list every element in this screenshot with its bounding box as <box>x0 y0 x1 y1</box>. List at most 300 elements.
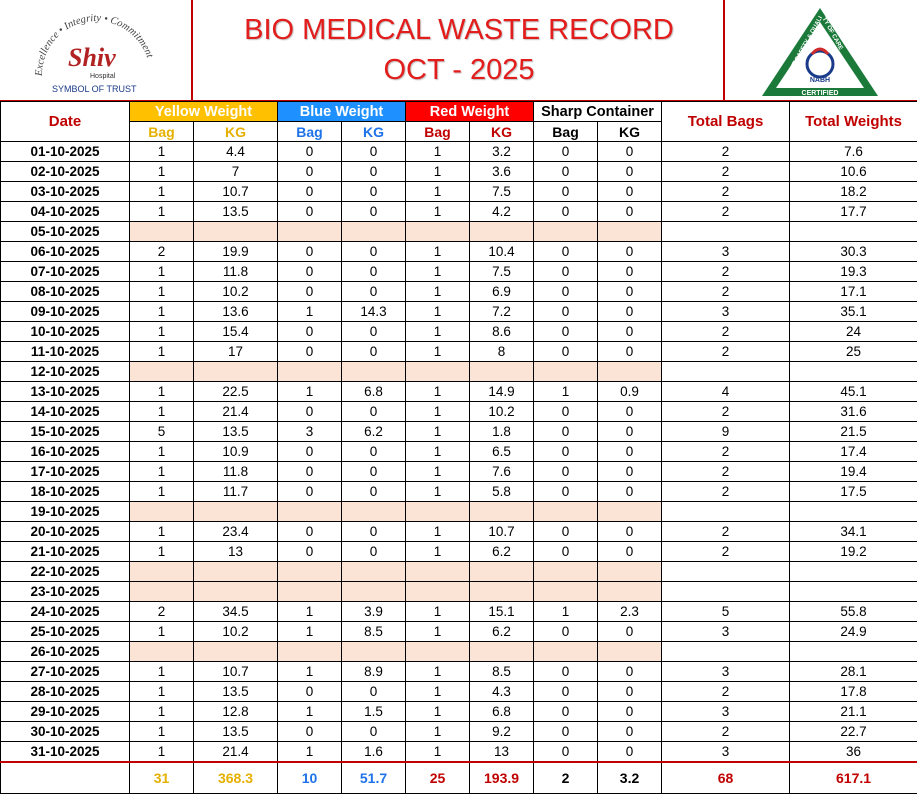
row-cell: 18.2 <box>790 182 917 202</box>
row-cell: 1 <box>278 662 342 682</box>
row-cell: 0 <box>598 262 662 282</box>
row-cell-empty <box>342 562 406 582</box>
report-header <box>0 0 917 102</box>
row-cell: 31.6 <box>790 402 917 422</box>
row-cell: 4.2 <box>470 202 534 222</box>
row-cell: 1 <box>130 202 194 222</box>
nabh-certified-badge <box>760 6 880 98</box>
row-cell-empty <box>278 642 342 662</box>
row-cell: 0 <box>598 462 662 482</box>
row-cell: 0 <box>534 342 598 362</box>
row-cell-empty <box>470 502 534 522</box>
row-cell: 2 <box>662 142 790 162</box>
row-cell: 0 <box>342 722 406 742</box>
shiv-hospital-logo <box>30 6 160 96</box>
row-cell: 1 <box>130 442 194 462</box>
row-cell: 35.1 <box>790 302 917 322</box>
row-cell: 1 <box>406 282 470 302</box>
row-cell: 6.8 <box>342 382 406 402</box>
row-cell: 1 <box>406 542 470 562</box>
row-cell: 13.5 <box>194 682 278 702</box>
table-row <box>1 202 917 222</box>
row-cell: 1 <box>130 302 194 322</box>
row-cell: 13 <box>194 542 278 562</box>
yellow-bag-header: Bag <box>130 122 194 142</box>
row-cell: 0 <box>342 442 406 462</box>
row-cell: 8.5 <box>342 622 406 642</box>
row-cell-empty <box>406 642 470 662</box>
row-cell: 21.4 <box>194 742 278 763</box>
blue-kg-header: KG <box>342 122 406 142</box>
row-cell: 0 <box>598 302 662 322</box>
row-cell: 13.6 <box>194 302 278 322</box>
row-cell: 1 <box>406 722 470 742</box>
row-cell-empty <box>342 502 406 522</box>
row-cell: 55.8 <box>790 602 917 622</box>
row-cell: 1 <box>406 242 470 262</box>
row-cell: 2 <box>130 242 194 262</box>
row-cell: 1 <box>130 342 194 362</box>
row-cell: 11.7 <box>194 482 278 502</box>
table-row <box>1 622 917 642</box>
row-cell: 22.7 <box>790 722 917 742</box>
row-cell-empty <box>598 502 662 522</box>
row-cell: 0 <box>598 482 662 502</box>
row-cell: 0 <box>598 442 662 462</box>
row-cell: 19.4 <box>790 462 917 482</box>
row-cell: 0 <box>534 462 598 482</box>
row-cell: 3.2 <box>470 142 534 162</box>
row-cell: 2 <box>662 202 790 222</box>
row-cell-empty <box>342 222 406 242</box>
row-cell: 4 <box>662 382 790 402</box>
row-cell: 1 <box>534 602 598 622</box>
total-weights-header: Total Weights <box>790 102 917 142</box>
row-cell: 0 <box>278 442 342 462</box>
row-cell: 0 <box>598 402 662 422</box>
row-cell: 4.3 <box>470 682 534 702</box>
row-cell: 1 <box>130 662 194 682</box>
row-cell-empty <box>278 562 342 582</box>
row-cell: 0 <box>534 702 598 722</box>
row-cell: 0 <box>534 682 598 702</box>
row-cell: 0 <box>534 402 598 422</box>
row-date: 06-10-2025 <box>1 242 130 262</box>
row-cell: 0 <box>534 742 598 763</box>
row-cell: 2 <box>662 162 790 182</box>
row-cell: 10.7 <box>470 522 534 542</box>
row-cell: 0 <box>278 322 342 342</box>
row-cell: 5 <box>662 602 790 622</box>
row-cell: 0 <box>598 182 662 202</box>
logo-tagline: SYMBOL OF TRUST <box>52 84 137 94</box>
row-cell: 30.3 <box>790 242 917 262</box>
row-cell: 1 <box>406 742 470 763</box>
row-cell: 10.7 <box>194 182 278 202</box>
row-cell: 2 <box>662 542 790 562</box>
row-cell: 7.5 <box>470 262 534 282</box>
row-cell-empty <box>790 562 917 582</box>
row-cell: 11.8 <box>194 462 278 482</box>
table-row <box>1 702 917 722</box>
row-cell-empty <box>130 362 194 382</box>
row-date: 15-10-2025 <box>1 422 130 442</box>
row-date: 13-10-2025 <box>1 382 130 402</box>
row-cell: 21.4 <box>194 402 278 422</box>
row-date: 17-10-2025 <box>1 462 130 482</box>
row-date: 31-10-2025 <box>1 742 130 763</box>
row-cell-empty <box>342 362 406 382</box>
row-date: 19-10-2025 <box>1 502 130 522</box>
row-date: 11-10-2025 <box>1 342 130 362</box>
row-cell: 1 <box>406 622 470 642</box>
row-cell-empty <box>406 362 470 382</box>
row-cell: 21.1 <box>790 702 917 722</box>
row-cell-empty <box>534 502 598 522</box>
row-cell: 0 <box>534 662 598 682</box>
row-cell: 1.5 <box>342 702 406 722</box>
row-cell: 0 <box>598 322 662 342</box>
row-cell-empty <box>130 562 194 582</box>
table-row <box>1 322 917 342</box>
table-row <box>1 682 917 702</box>
row-cell: 1 <box>130 622 194 642</box>
total-cell: 3.2 <box>598 762 662 794</box>
row-cell: 0 <box>342 162 406 182</box>
row-cell: 19.9 <box>194 242 278 262</box>
table-row <box>1 542 917 562</box>
row-cell: 10.2 <box>194 622 278 642</box>
red-weight-header: Red Weight <box>406 102 534 122</box>
row-date: 03-10-2025 <box>1 182 130 202</box>
row-cell: 3 <box>662 662 790 682</box>
row-cell-empty <box>194 562 278 582</box>
row-cell: 7.6 <box>790 142 917 162</box>
row-cell: 7.6 <box>470 462 534 482</box>
row-cell: 0 <box>278 402 342 422</box>
row-cell: 0 <box>598 342 662 362</box>
logo-brand: Shiv <box>68 43 116 72</box>
row-date: 24-10-2025 <box>1 602 130 622</box>
row-cell: 0 <box>278 142 342 162</box>
row-date: 12-10-2025 <box>1 362 130 382</box>
row-cell: 10.6 <box>790 162 917 182</box>
table-row <box>1 462 917 482</box>
row-cell: 24.9 <box>790 622 917 642</box>
row-cell: 10.2 <box>470 402 534 422</box>
row-cell-empty <box>130 502 194 522</box>
row-date: 10-10-2025 <box>1 322 130 342</box>
row-cell: 0 <box>598 742 662 763</box>
row-date: 05-10-2025 <box>1 222 130 242</box>
logo-sub: Hospital <box>90 73 116 80</box>
table-row <box>1 242 917 262</box>
row-date: 26-10-2025 <box>1 642 130 662</box>
row-cell: 0 <box>534 242 598 262</box>
row-cell: 2 <box>662 722 790 742</box>
page-subtitle: OCT - 2025 <box>383 54 535 86</box>
row-cell: 0 <box>278 682 342 702</box>
row-cell: 1 <box>406 462 470 482</box>
table-row <box>1 582 917 602</box>
table-row <box>1 602 917 622</box>
total-cell: 51.7 <box>342 762 406 794</box>
row-cell: 6.2 <box>470 622 534 642</box>
row-cell-empty <box>662 642 790 662</box>
row-cell: 0 <box>342 402 406 422</box>
row-date: 09-10-2025 <box>1 302 130 322</box>
row-cell: 1 <box>406 662 470 682</box>
row-cell: 14.9 <box>470 382 534 402</box>
table-row <box>1 182 917 202</box>
totals-row <box>1 762 917 794</box>
row-cell: 22.5 <box>194 382 278 402</box>
row-cell: 1 <box>534 382 598 402</box>
row-cell: 0 <box>534 482 598 502</box>
row-cell-empty <box>662 222 790 242</box>
row-cell: 2 <box>130 602 194 622</box>
row-cell: 2 <box>662 402 790 422</box>
row-cell: 0 <box>598 242 662 262</box>
row-cell-empty <box>278 502 342 522</box>
row-cell: 1 <box>130 142 194 162</box>
row-cell: 10.9 <box>194 442 278 462</box>
row-cell: 0 <box>598 162 662 182</box>
row-cell: 0 <box>534 282 598 302</box>
row-cell: 3 <box>278 422 342 442</box>
row-cell: 6.2 <box>470 542 534 562</box>
row-cell: 1 <box>130 262 194 282</box>
table-row <box>1 302 917 322</box>
table-row <box>1 142 917 162</box>
row-cell: 2 <box>662 482 790 502</box>
row-cell: 1 <box>406 342 470 362</box>
row-date: 28-10-2025 <box>1 682 130 702</box>
row-cell: 0 <box>342 342 406 362</box>
table-row <box>1 422 917 442</box>
row-cell: 1 <box>130 542 194 562</box>
row-cell: 0 <box>342 462 406 482</box>
row-cell: 0 <box>342 682 406 702</box>
row-cell: 2 <box>662 522 790 542</box>
row-cell-empty <box>470 562 534 582</box>
row-cell: 0 <box>278 282 342 302</box>
row-cell: 8.9 <box>342 662 406 682</box>
row-cell: 25 <box>790 342 917 362</box>
row-cell: 12.8 <box>194 702 278 722</box>
row-cell: 0 <box>534 202 598 222</box>
row-cell: 1 <box>278 382 342 402</box>
row-cell: 7.2 <box>470 302 534 322</box>
row-cell-empty <box>598 582 662 602</box>
total-bags-header: Total Bags <box>662 102 790 142</box>
row-cell: 1 <box>130 162 194 182</box>
row-cell: 0 <box>278 462 342 482</box>
row-date: 07-10-2025 <box>1 262 130 282</box>
table-row <box>1 222 917 242</box>
row-cell: 1.6 <box>342 742 406 763</box>
yellow-kg-header: KG <box>194 122 278 142</box>
row-cell: 0 <box>342 262 406 282</box>
total-cell: 193.9 <box>470 762 534 794</box>
row-cell-empty <box>278 362 342 382</box>
row-cell: 0 <box>598 682 662 702</box>
row-cell: 1 <box>406 162 470 182</box>
row-cell: 6.5 <box>470 442 534 462</box>
row-cell: 0 <box>534 522 598 542</box>
table-row <box>1 162 917 182</box>
row-cell: 3 <box>662 742 790 763</box>
row-cell-empty <box>194 642 278 662</box>
row-cell-empty <box>790 642 917 662</box>
row-cell: 1 <box>406 142 470 162</box>
table-row <box>1 382 917 402</box>
row-cell: 0 <box>534 162 598 182</box>
logo-arc-text: Excellence • Integrity • Commitment <box>33 12 155 77</box>
header-divider <box>191 0 193 100</box>
row-cell: 0 <box>342 142 406 162</box>
row-cell: 11.8 <box>194 262 278 282</box>
row-cell: 0 <box>534 422 598 442</box>
row-cell: 0 <box>598 662 662 682</box>
row-cell: 3.9 <box>342 602 406 622</box>
row-cell: 17.1 <box>790 282 917 302</box>
total-cell: 68 <box>662 762 790 794</box>
row-cell-empty <box>662 562 790 582</box>
row-cell-empty <box>598 562 662 582</box>
row-cell: 2 <box>662 282 790 302</box>
red-bag-header: Bag <box>406 122 470 142</box>
row-cell: 0 <box>534 182 598 202</box>
row-cell: 0 <box>598 202 662 222</box>
row-cell: 2 <box>662 342 790 362</box>
row-cell-empty <box>662 582 790 602</box>
row-cell: 0 <box>342 482 406 502</box>
row-cell-empty <box>790 582 917 602</box>
row-cell: 1 <box>130 522 194 542</box>
row-cell-empty <box>598 362 662 382</box>
total-cell: 25 <box>406 762 470 794</box>
row-cell: 1 <box>130 322 194 342</box>
row-cell: 0 <box>598 622 662 642</box>
row-cell: 0 <box>278 542 342 562</box>
row-cell-empty <box>470 642 534 662</box>
sharp-kg-header: KG <box>598 122 662 142</box>
total-cell: 617.1 <box>790 762 917 794</box>
table-row <box>1 562 917 582</box>
row-cell: 0 <box>598 142 662 162</box>
table-row <box>1 522 917 542</box>
row-cell-empty <box>534 222 598 242</box>
row-cell: 0 <box>278 202 342 222</box>
row-cell: 1 <box>278 702 342 722</box>
row-cell: 17.4 <box>790 442 917 462</box>
row-cell-empty <box>598 642 662 662</box>
row-cell: 0 <box>278 262 342 282</box>
row-cell: 0 <box>278 482 342 502</box>
row-cell: 17.7 <box>790 202 917 222</box>
yellow-weight-header: Yellow Weight <box>130 102 278 122</box>
row-cell: 0.9 <box>598 382 662 402</box>
row-cell: 1 <box>406 602 470 622</box>
row-cell: 17 <box>194 342 278 362</box>
row-cell: 1 <box>130 182 194 202</box>
row-cell: 6.9 <box>470 282 534 302</box>
row-cell-empty <box>406 222 470 242</box>
row-cell: 1 <box>130 722 194 742</box>
row-date: 22-10-2025 <box>1 562 130 582</box>
row-cell: 3.6 <box>470 162 534 182</box>
row-cell-empty <box>470 362 534 382</box>
row-cell: 9 <box>662 422 790 442</box>
row-date: 14-10-2025 <box>1 402 130 422</box>
row-cell: 28.1 <box>790 662 917 682</box>
row-cell: 17.8 <box>790 682 917 702</box>
table-row <box>1 342 917 362</box>
row-cell: 1 <box>406 402 470 422</box>
row-date: 30-10-2025 <box>1 722 130 742</box>
row-cell: 15.4 <box>194 322 278 342</box>
row-cell-empty <box>470 582 534 602</box>
row-cell: 1 <box>406 262 470 282</box>
row-cell: 0 <box>598 522 662 542</box>
row-cell: 0 <box>342 322 406 342</box>
badge-side-text: PATIENT SAFETY & QUALITY OF CARE <box>781 15 844 86</box>
row-cell-empty <box>662 362 790 382</box>
row-cell: 10.7 <box>194 662 278 682</box>
total-cell: 368.3 <box>194 762 278 794</box>
table-row <box>1 722 917 742</box>
row-cell-empty <box>534 362 598 382</box>
row-cell: 23.4 <box>194 522 278 542</box>
row-cell-empty <box>534 562 598 582</box>
page-title: BIO MEDICAL WASTE RECORD <box>244 14 674 46</box>
row-cell: 19.3 <box>790 262 917 282</box>
row-cell-empty <box>342 582 406 602</box>
row-cell: 0 <box>534 722 598 742</box>
row-cell: 0 <box>278 242 342 262</box>
row-cell-empty <box>662 502 790 522</box>
row-cell: 2 <box>662 182 790 202</box>
row-cell: 0 <box>598 722 662 742</box>
totals-label-cell <box>1 762 130 794</box>
table-row <box>1 742 917 763</box>
table-row <box>1 402 917 422</box>
row-cell: 0 <box>342 522 406 542</box>
table-row <box>1 502 917 522</box>
row-cell: 1 <box>406 382 470 402</box>
row-cell: 34.5 <box>194 602 278 622</box>
row-cell: 1 <box>406 302 470 322</box>
row-cell: 0 <box>598 702 662 722</box>
sharp-container-header: Sharp Container <box>534 102 662 122</box>
row-cell: 1 <box>130 482 194 502</box>
table-row <box>1 642 917 662</box>
row-cell: 9.2 <box>470 722 534 742</box>
table-row <box>1 282 917 302</box>
row-cell: 2 <box>662 262 790 282</box>
blue-weight-header: Blue Weight <box>278 102 406 122</box>
row-cell: 2 <box>662 682 790 702</box>
row-cell: 1 <box>406 442 470 462</box>
row-cell: 1 <box>278 622 342 642</box>
red-kg-header: KG <box>470 122 534 142</box>
total-cell: 31 <box>130 762 194 794</box>
row-cell: 8.5 <box>470 662 534 682</box>
row-cell: 5 <box>130 422 194 442</box>
badge-bottom-text: CERTIFIED <box>801 90 839 97</box>
row-cell: 1 <box>278 742 342 763</box>
